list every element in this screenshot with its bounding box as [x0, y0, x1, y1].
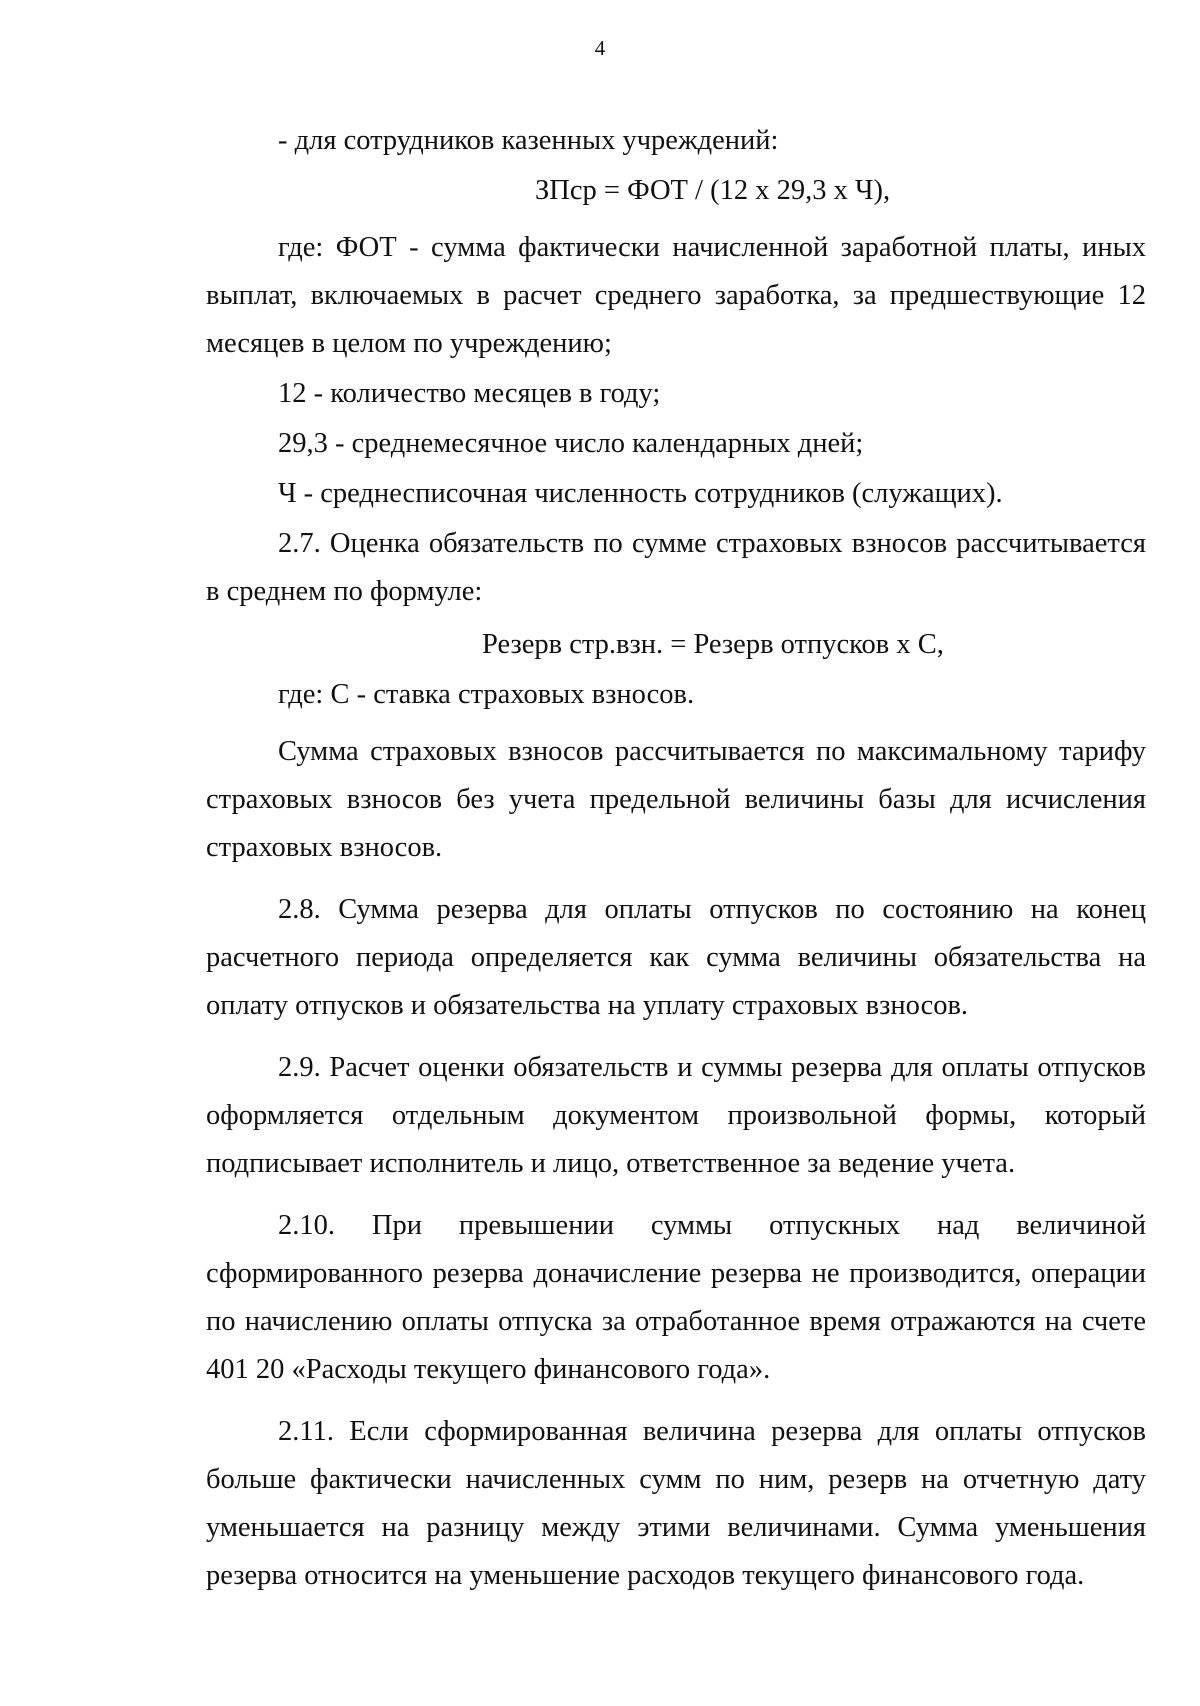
definition-c: где: С - ставка страховых взносов. — [278, 679, 695, 710]
paragraph-2-8: 2.8. Сумма резерва для оплаты отпусков по состоянию на конец расчетного периода определяется как сумма величины обязательства на оплату отпусков и обязательства на уплату страховых взносов. — [206, 894, 1146, 1021]
paragraph-insurance-sum: Сумма страховых взносов рассчитывается по максимальному тарифу страховых взносов без учета предельной величины базы для исчисления страховых взносов. — [206, 736, 1146, 863]
formula-insurance-reserve: Резерв стр.взн. = Резерв отпусков х С, — [482, 629, 944, 660]
definition-12: 12 - количество месяцев в году; — [278, 378, 661, 409]
paragraph-2-9: 2.9. Расчет оценки обязательств и суммы резерва для оплаты отпусков оформляется отдельным документом произвольной формы, который подписывает исполнитель и лицо, ответственное за ведение учета. — [206, 1052, 1146, 1179]
paragraph-2-11: 2.11. Если сформированная величина резерва для оплаты отпусков больше фактически начисленных сумм по ним, резерв на отчетную дату уменьшается на разницу между этими величинами. Сумма уменьшения резерва относится на уменьшение расходов текущего финансового года. — [206, 1416, 1146, 1591]
definition-ch: Ч - среднесписочная численность сотрудников (служащих). — [278, 478, 1003, 509]
definition-fot: где: ФОТ - сумма фактически начисленной заработной платы, иных выплат, включаемых в расчет среднего заработка, за предшествующие 12 месяцев в целом по учреждению; — [206, 232, 1146, 359]
paragraph-2-7: 2.7. Оценка обязательств по сумме страховых взносов рассчитывается в среднем по формуле: — [206, 528, 1146, 607]
kazennye-intro-line: - для сотрудников казенных учреждений: — [278, 125, 779, 156]
document-body — [206, 117, 1146, 1600]
paragraph-2-10: 2.10. При превышении суммы отпускных над величиной сформированного резерва доначисление резерва не производится, операции по начислению оплаты отпуска за отработанное время отражаются на счете 401 20 «Расходы текущего финансового года». — [206, 1210, 1146, 1385]
page-number: 4 — [594, 36, 606, 60]
formula-average-salary: ЗПср = ФОТ / (12 х 29,3 х Ч), — [535, 175, 891, 206]
definition-29-3: 29,3 - среднемесячное число календарных дней; — [278, 428, 864, 459]
